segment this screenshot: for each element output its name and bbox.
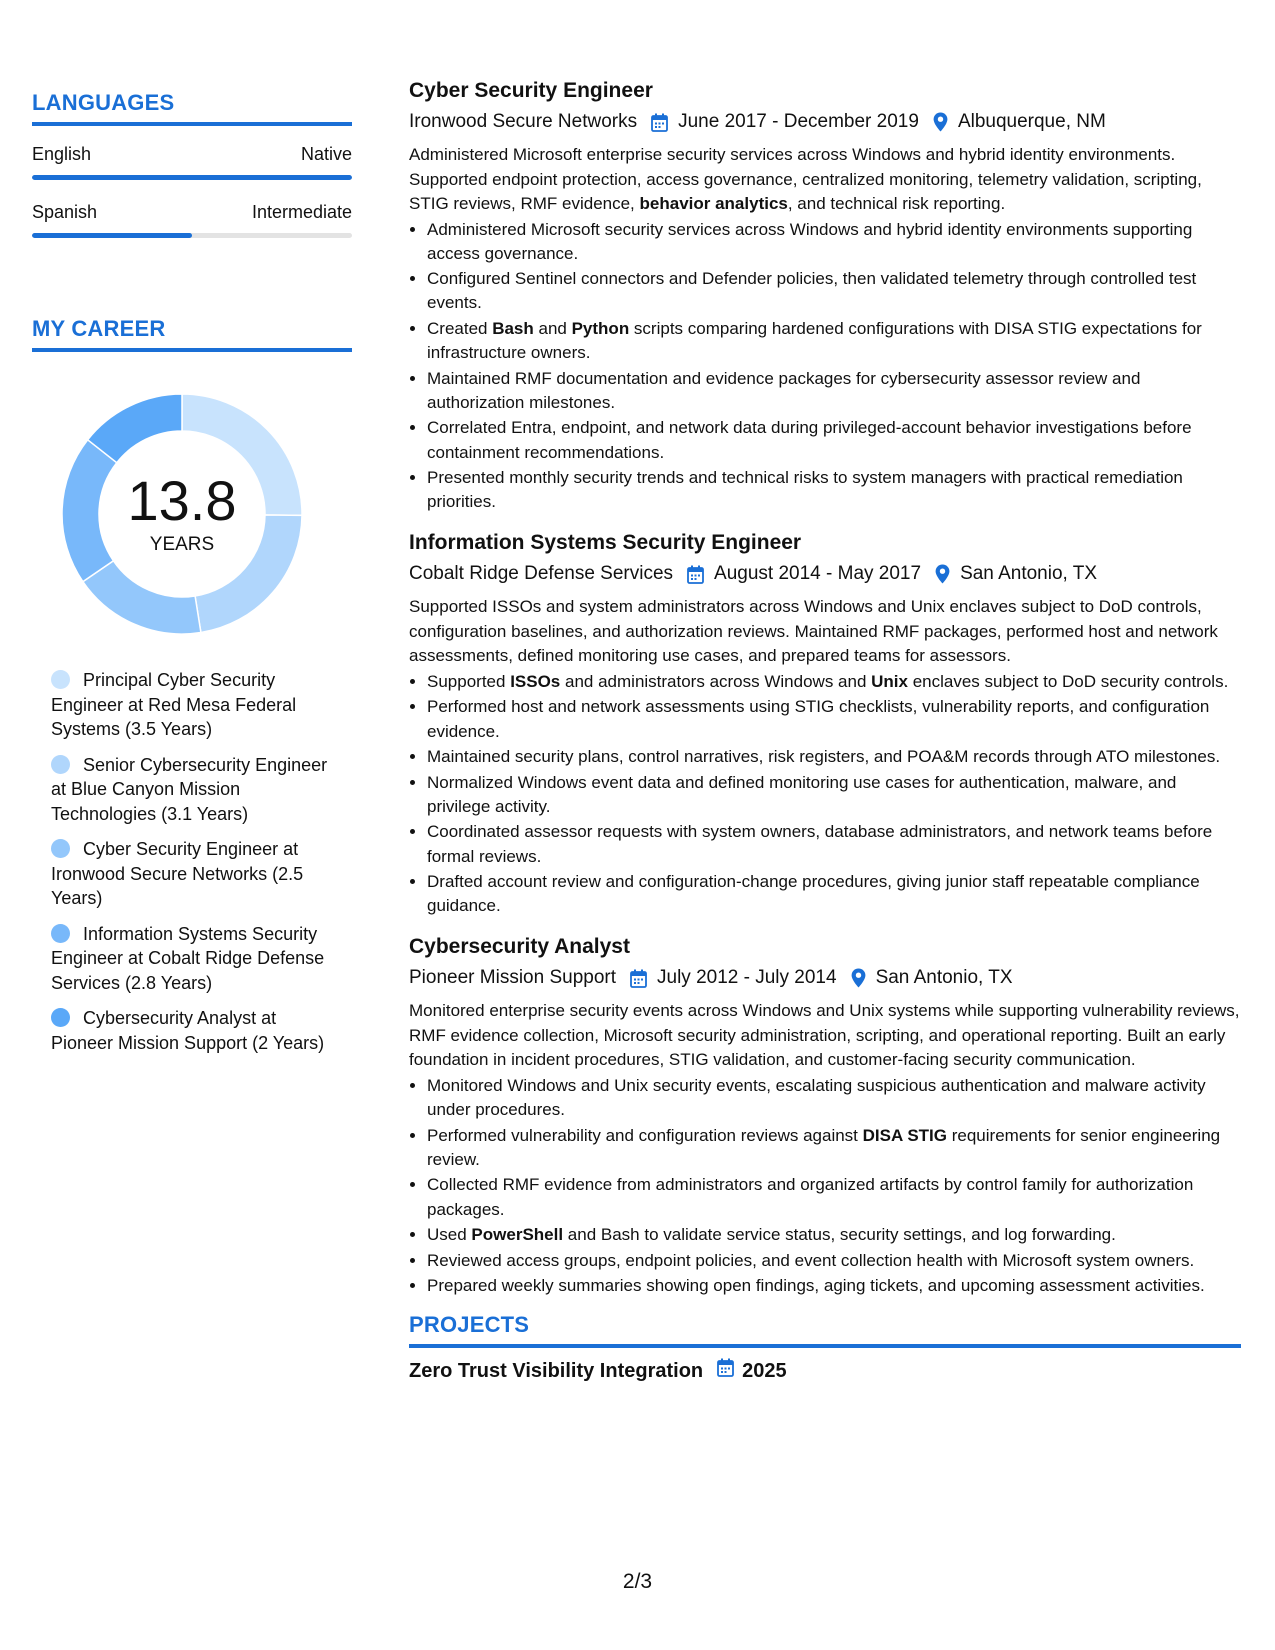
job-bullet: • Coordinated assessor requests with system owners, database administrators, and network teams before formal reviews. <box>427 820 1241 868</box>
job-company: Ironwood Secure Networks <box>409 111 638 132</box>
job-dates: August 2014 - May 2017 <box>714 563 922 585</box>
career-total-years: 13.8 <box>127 469 237 532</box>
career-legend <box>51 668 352 1055</box>
job-meta <box>409 559 1241 589</box>
language-item <box>32 144 352 180</box>
job-dates: June 2017 - December 2019 <box>678 111 919 132</box>
project-year: 2025 <box>742 1360 787 1383</box>
job-bullet: • Correlated Entra, endpoint, and network data during privileged-account behavior investigations before containment recommendations. <box>427 416 1241 464</box>
job-bullet: • Performed host and network assessments using STIG checklists, vulnerability reports, and configuration evidence. <box>427 695 1241 743</box>
legend-label: Cybersecurity Analyst at Pioneer Mission Support (2 Years) <box>51 1008 325 1053</box>
career-heading: MY CAREER <box>32 316 352 352</box>
language-level: Native <box>300 144 352 164</box>
job-meta <box>409 107 1241 137</box>
calendar-icon <box>651 113 668 132</box>
experience-list <box>409 76 1241 1298</box>
job-entry <box>409 932 1241 1298</box>
career-section <box>32 316 352 1055</box>
project-item <box>409 1356 1241 1386</box>
job-bullet: • Administered Microsoft security services across Windows and hybrid identity environments supporting access governance. <box>427 218 1241 266</box>
legend-dot <box>51 755 70 774</box>
job-title: Cyber Security Engineer <box>409 79 653 102</box>
job-bullet: • Configured Sentinel connectors and Defender policies, then validated telemetry through controlled test events. <box>427 267 1241 315</box>
job-meta <box>409 963 1241 993</box>
map-pin-icon <box>933 112 948 132</box>
map-pin-icon <box>851 968 866 988</box>
job-entry <box>409 76 1241 514</box>
legend-dot <box>51 924 70 943</box>
job-bullet: • Normalized Windows event data and defined monitoring use cases for authentication, malware, and privilege activity. <box>427 771 1241 819</box>
languages-heading: LANGUAGES <box>32 90 352 126</box>
language-level-bar <box>32 175 352 180</box>
map-pin-icon <box>935 564 950 584</box>
job-bullet: • Reviewed access groups, endpoint policies, and event collection health with Microsoft system owners. <box>427 1249 1241 1273</box>
job-entry <box>409 528 1241 918</box>
legend-label: Cyber Security Engineer at Ironwood Secure Networks (2.5 Years) <box>51 839 304 908</box>
job-bullet: • Monitored Windows and Unix security events, escalating suspicious authentication and malware activity under procedures. <box>427 1074 1241 1122</box>
job-bullets <box>409 1074 1241 1298</box>
projects-section <box>409 1312 1241 1386</box>
job-bullet: • Presented monthly security trends and technical risks to system managers with practical remediation priorities. <box>427 466 1241 514</box>
job-bullet: • Supported ISSOs and administrators across Windows and Unix enclaves subject to DoD security controls. <box>427 670 1241 694</box>
job-location: San Antonio, TX <box>875 967 1013 989</box>
job-title: Cybersecurity Analyst <box>409 935 630 959</box>
job-bullet: • Maintained RMF documentation and evidence packages for cybersecurity assessor review and authorization milestones. <box>427 367 1241 415</box>
job-dates: July 2012 - July 2014 <box>657 967 837 989</box>
sidebar <box>32 90 352 1066</box>
job-location: San Antonio, TX <box>960 563 1098 585</box>
language-name: Spanish <box>32 202 98 222</box>
language-level-fill <box>32 233 192 238</box>
legend-dot <box>51 839 70 858</box>
job-bullet: • Created Bash and Python scripts comparing hardened configurations with DISA STIG expectations for infrastructure owners. <box>427 317 1241 365</box>
legend-item <box>51 668 336 742</box>
job-location: Albuquerque, NM <box>957 111 1106 132</box>
calendar-icon <box>630 969 647 988</box>
job-bullet: • Collected RMF evidence from administrators and organized artifacts by control family for authorization packages. <box>427 1173 1241 1221</box>
legend-item <box>51 1006 336 1055</box>
project-name: Zero Trust Visibility Integration <box>409 1360 704 1383</box>
career-donut-chart <box>62 394 302 634</box>
job-company: Pioneer Mission Support <box>409 967 616 989</box>
language-level: Intermediate <box>251 202 352 222</box>
language-level-bar <box>32 233 352 238</box>
job-bullet: • Performed vulnerability and configuration reviews against DISA STIG requirements for senior engineering review. <box>427 1124 1241 1172</box>
projects-heading: PROJECTS <box>409 1312 1241 1348</box>
language-name: English <box>32 144 92 164</box>
legend-dot <box>51 670 70 689</box>
languages-section <box>32 90 352 238</box>
job-summary: Supported ISSOs and system administrators across Windows and Unix enclaves subject to DoD controls, configuration baselines, and authorization reviews. Maintained RMF packages, performed host and network assessments, defined monitoring use cases, and prepared teams for assessors. <box>409 597 1218 666</box>
legend-dot <box>51 1008 70 1027</box>
legend-label: Information Systems Security Engineer at Cobalt Ridge Defense Services (2.8 Years) <box>51 923 325 993</box>
job-bullet: • Drafted account review and configuration-change procedures, giving junior staff repeatable compliance guidance. <box>427 870 1241 918</box>
legend-label: Principal Cyber Security Engineer at Red Mesa Federal Systems (3.5 Years) <box>51 670 297 739</box>
calendar-icon <box>717 1356 734 1386</box>
legend-label: Senior Cybersecurity Engineer at Blue Canyon Mission Technologies (3.1 Years) <box>51 754 328 824</box>
legend-item <box>51 753 336 827</box>
job-title: Information Systems Security Engineer <box>409 531 802 555</box>
job-summary: Administered Microsoft enterprise security services across Windows and hybrid identity environments. Supported endpoint protection, access governance, centralized monitoring, telemetry validation, scripting, STIG reviews, RMF evidence, behavior analytics, and technical risk reporting. <box>409 145 1202 213</box>
language-level-fill <box>32 175 352 180</box>
career-total-label: YEARS <box>149 534 215 555</box>
page-number: 2/3 <box>622 1570 653 1593</box>
job-bullets <box>409 670 1241 919</box>
job-company: Cobalt Ridge Defense Services <box>409 563 674 585</box>
job-bullet: • Prepared weekly summaries showing open findings, aging tickets, and upcoming assessment activities. <box>427 1274 1241 1298</box>
legend-item <box>51 837 336 911</box>
job-bullet: • Used PowerShell and Bash to validate service status, security settings, and log forwarding. <box>427 1223 1241 1247</box>
job-bullets <box>409 218 1241 515</box>
job-summary: Monitored enterprise security events across Windows and Unix systems while supporting vulnerability reviews, RMF evidence collection, Microsoft security administration, scripting, and operational reporting. Built an early foundation in incident procedures, STIG validation, and customer-facing security communication. <box>409 1001 1240 1070</box>
job-bullet: • Maintained security plans, control narratives, risk registers, and POA&M records through ATO milestones. <box>427 745 1241 769</box>
legend-item <box>51 922 336 996</box>
calendar-icon <box>687 565 704 584</box>
main-content <box>409 76 1241 1386</box>
language-item <box>32 202 352 238</box>
